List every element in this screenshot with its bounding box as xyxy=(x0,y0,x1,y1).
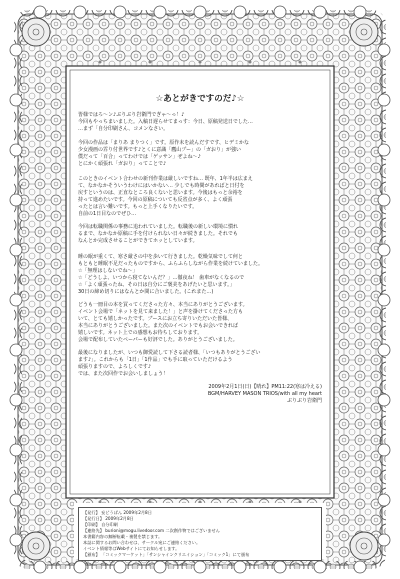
paragraph-thanks-readers: どうも一冊目の本を買ってくださった方々、本当にありがとうございます。 イベント会場で「ネットを見て来ました！」と声を掛けてくださった方も いて、とても嬉しかったです。ブースにお立ち寄りいただいた皆様、 本当にありがとうございました。また次のイベントでもお会いできれば 嬉しいです。ネット上での感想もお待ちしております。 会場で配布していたペーパーも好評でした。ありがとうございました。 xyxy=(78,302,248,343)
signoff-date: 2009年2月1日(日)【晴れ】PM11:22(寒は冷える) xyxy=(208,384,322,390)
colophon-line: 本誌に関するお問い合わせは、サークル宛にご連絡ください。 xyxy=(83,540,201,545)
colophon-line: 【連絡先】 burioni@mogu.livedoor.com 二次創作物ではございません xyxy=(83,528,220,533)
colophon-line: 【頒布】 「コミックマーケット」「サンシャインクリエイション」「コミック1」にて頒布 xyxy=(83,552,250,557)
paragraph-schedule: このときのイベント合わせの新刊作業は厳しいですね… 既年、1年半は広まえ て、なかなかそういうわけにはいかない… 少しでも時間があればと日付を 戻すというのは、正直なところ良くないと思います。今後はもっと余裕を 持って進めたいです。今回の原稿についても反省点が多く、よく頑張 ったとは言い難いです。もっと上手くなりたいです。 自前の1日目なのでぜひ… xyxy=(78,176,253,217)
colophon-line: 【発行】 妄どうばん 2009年2月8日 xyxy=(83,510,152,515)
colophon-box xyxy=(78,507,322,561)
colophon-line: 【印刷】 自分印刷 xyxy=(83,522,118,527)
afterword-heading: ☆あとがきですのだ♪☆ xyxy=(155,94,245,104)
paragraph-closing: 最後になりましたが、いつも御愛読して下さる読者様、「いつもありがとうござい ます♪」。これからも「1日」「1作品」でも手に取っていただけるよう 頑張りますので、よろしくです♪ では、また次回作でお会いしましょう！ xyxy=(78,350,261,377)
colophon-line: 【発行日】 2009年2月8日 xyxy=(83,516,134,521)
signoff-bgm: BGM/HARVEY MASON TRIOS/with all my heart xyxy=(207,391,322,397)
paragraph-greeting: 皆様ではろ～ン♪ぶりぶり岩衛門でぎゃ～っ！♪ 今回もやっちまいました。入稿日遅らせてまっす：今日、原稿発送日でした… …まず「自分印刷さん、コメンなさい。 xyxy=(78,112,253,132)
signoff-author: ぶりぶり岩衛門 xyxy=(286,398,322,404)
afterword-text-area xyxy=(78,94,322,494)
paragraph-job-change: 今回は転職関係の事務に追われていました。転職後の新しい環境に慣れ るまで、なかなか原稿に手を付けられない日々が続きました。それでも なんとか完成させることができてホッとしています。 xyxy=(78,224,239,244)
paragraph-sleep: 睡の眠が重くて、寒さ厳さの中を歩いて行きました。乾燥気味でして何と もともと睡眠不足だったものですから、ふらふらしながら作業を続けていました。 ☆「無理はしないでね～」 ☆「どうしよ、いつから寝てないんだ？」…徹夜ね！ 歯車がなくなるので ☆「よく頑張ったね、その日は自分にご褒美をあげたいと思います。」 30日の締め切りにはなんとか間に合いました。(これまた…) xyxy=(78,254,264,295)
colophon-line: 本書籍内容の無断転載・複製を禁じます。 xyxy=(83,534,163,539)
colophon-line: イベント情報等はWebサイトにてお知らせします。 xyxy=(83,546,180,551)
paragraph-work-intro: 今回の作品は「まりあ まりつく」です。原作未を読んだすです、ヒデミかな 少女漫画の雰り付世界です♪とくに意識「鷹山プー」の「ガおり」が強い 僕だって「百合」ってわけでは「ゲッサン」ぜよね～♪ とにかく頑張れ「ガおり」ってことで♪ xyxy=(78,140,249,167)
